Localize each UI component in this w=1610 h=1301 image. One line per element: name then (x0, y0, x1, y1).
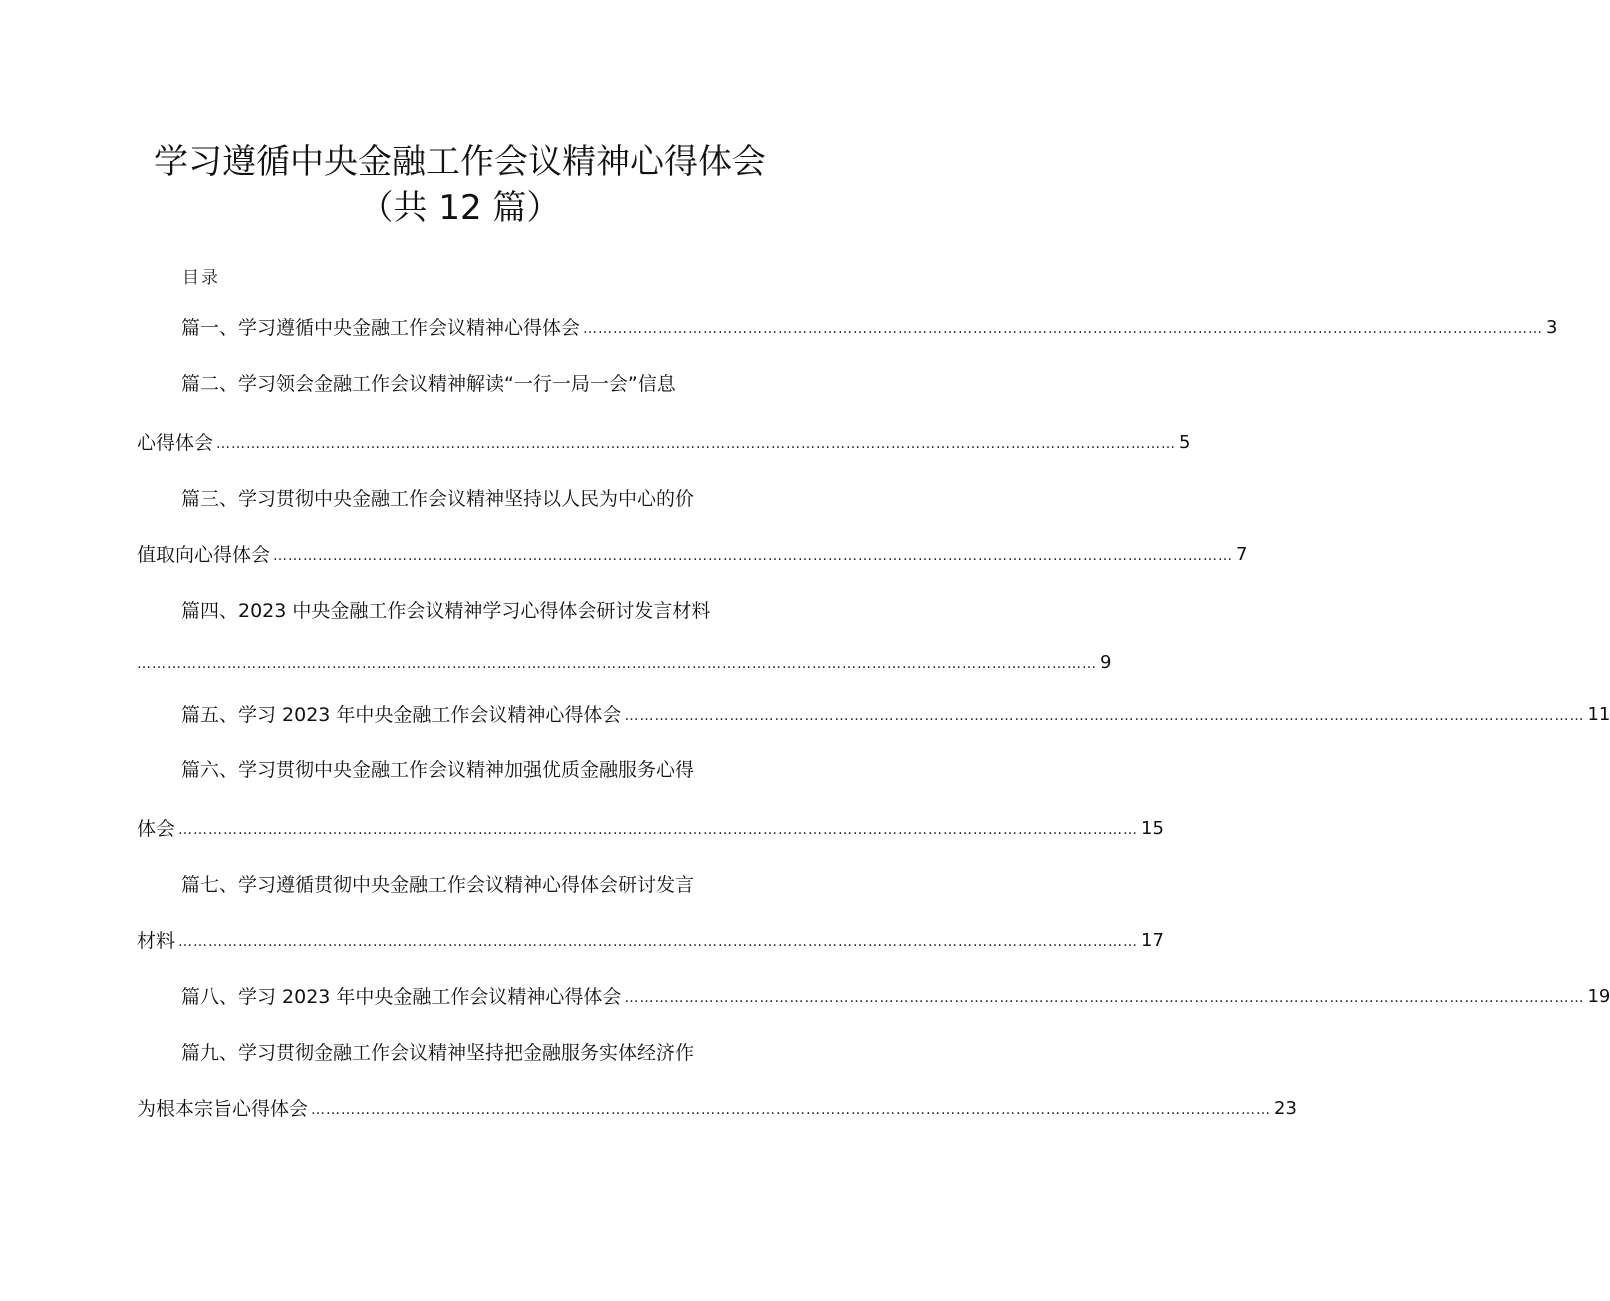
toc-page-number: 17 (1141, 930, 1164, 951)
toc-entry-9-line2[interactable] (137, 1097, 1297, 1121)
toc-entry-4-line2[interactable] (137, 651, 1112, 675)
toc-entry-title: 篇八、学习 2023 年中央金融工作会议精神心得体会 (181, 986, 622, 1008)
toc-entry-3-line2[interactable] (137, 543, 1248, 567)
toc-entry-7-line2[interactable] (137, 929, 1164, 953)
dot-leader: ………………………………………………………………………………………………………………………………………………………………………… (178, 934, 1139, 950)
toc-entry-5[interactable] (181, 703, 1610, 727)
toc-entry-title: 值取向心得体会 (137, 544, 271, 566)
dot-leader: ………………………………………………………………………………………………………………………………………………………………………… (583, 321, 1544, 337)
dot-leader: ………………………………………………………………………………………………………………………………………………………………………… (624, 990, 1585, 1006)
dot-leader: ………………………………………………………………………………………………………………………………………………………………………… (273, 548, 1234, 564)
dot-leader: ………………………………………………………………………………………………………………………………………………………………………… (137, 656, 1097, 672)
toc-entry-6-line2[interactable] (137, 817, 1164, 841)
toc-entry-8[interactable] (181, 985, 1610, 1009)
toc-page-number: 7 (1236, 544, 1248, 565)
toc-entry-title: 为根本宗旨心得体会 (137, 1098, 309, 1120)
dot-leader: ………………………………………………………………………………………………………………………………………………………………………… (178, 822, 1139, 838)
toc-entry-2-line2[interactable] (137, 431, 1191, 455)
toc-entry-title: 篇五、学习 2023 年中央金融工作会议精神心得体会 (181, 704, 622, 726)
dot-leader: ………………………………………………………………………………………………………………………………………………………………………… (624, 708, 1585, 724)
toc-entry-3-line1[interactable]: 篇三、学习贯彻中央金融工作会议精神坚持以人民为中心的价 (181, 488, 695, 510)
toc-page-number: 15 (1141, 818, 1164, 839)
toc-entry-title: 心得体会 (137, 432, 214, 454)
toc-entry-1[interactable] (181, 316, 1558, 340)
toc-entry-7-line1[interactable]: 篇七、学习遵循贯彻中央金融工作会议精神心得体会研讨发言 (181, 874, 695, 896)
dot-leader: ………………………………………………………………………………………………………………………………………………………………………… (216, 436, 1177, 452)
document-subtitle: （共 12 篇） (359, 188, 561, 228)
toc-page-number: 3 (1546, 317, 1558, 338)
dot-leader: ………………………………………………………………………………………………………………………………………………………………………… (311, 1102, 1272, 1118)
toc-entry-2-line1[interactable]: 篇二、学习领会金融工作会议精神解读“一行一局一会”信息 (181, 373, 676, 395)
toc-entry-title: 篇一、学习遵循中央金融工作会议精神心得体会 (181, 317, 581, 339)
toc-page-number: 5 (1179, 432, 1191, 453)
toc-page-number: 9 (1100, 652, 1112, 673)
toc-entry-title: 体会 (137, 818, 176, 840)
document-title: 学习遵循中央金融工作会议精神心得体会 (154, 142, 766, 182)
toc-entry-6-line1[interactable]: 篇六、学习贯彻中央金融工作会议精神加强优质金融服务心得 (181, 759, 695, 781)
toc-entry-title: 材料 (137, 930, 176, 952)
toc-page-number: 19 (1587, 986, 1610, 1007)
toc-entry-9-line1[interactable]: 篇九、学习贯彻金融工作会议精神坚持把金融服务实体经济作 (181, 1042, 695, 1064)
toc-entry-4-line1[interactable]: 篇四、2023 中央金融工作会议精神学习心得体会研讨发言材料 (181, 600, 711, 622)
toc-page-number: 23 (1274, 1098, 1297, 1119)
toc-page-number: 11 (1587, 704, 1610, 725)
toc-heading: 目录 (182, 268, 220, 288)
